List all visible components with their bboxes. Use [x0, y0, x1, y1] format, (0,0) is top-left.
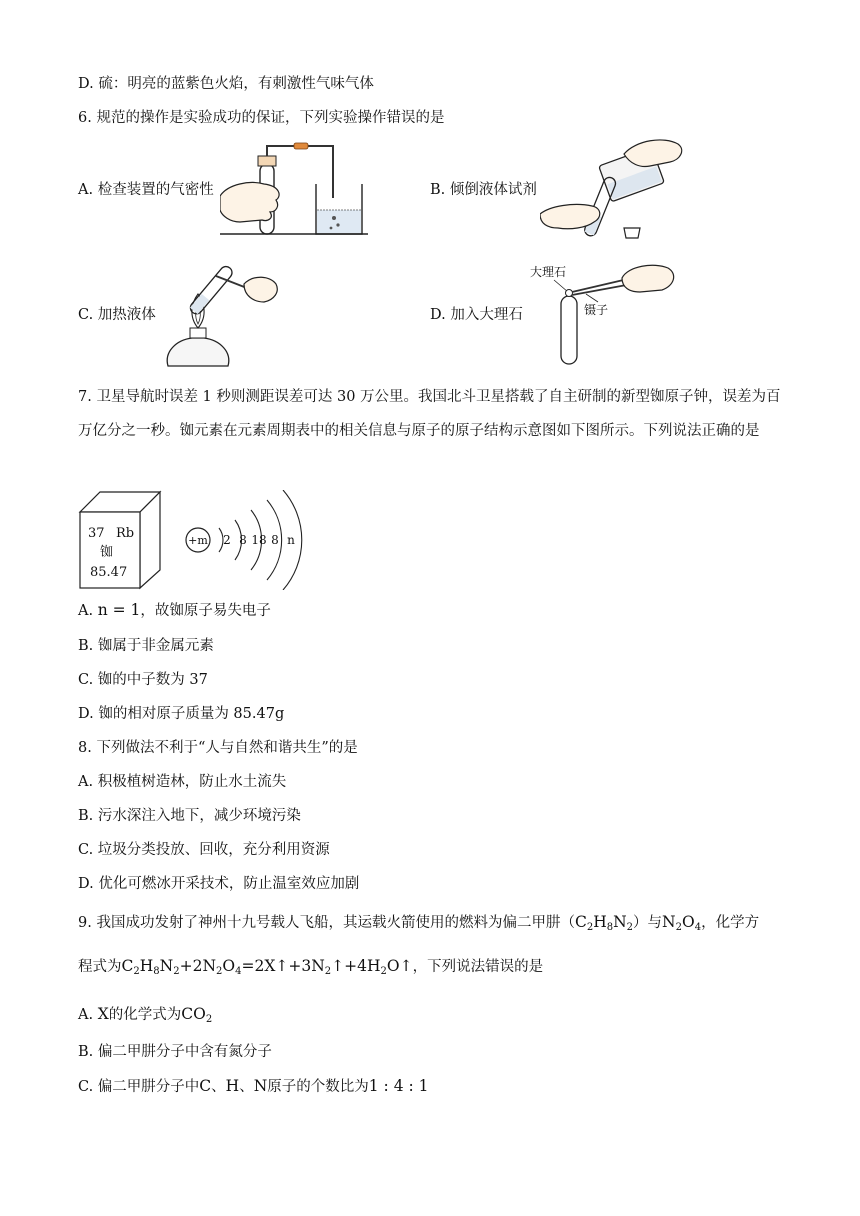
- shell-4: 8: [271, 533, 279, 547]
- airtightness-check-figure: [220, 138, 370, 240]
- q9-option-c: [78, 1076, 429, 1097]
- q7-option-b: B. 铷属于非金属元素: [78, 638, 214, 654]
- nucleus-charge: +m: [188, 534, 208, 547]
- q7-option-a: [78, 600, 271, 621]
- q9-option-a: [78, 1004, 212, 1025]
- shell-5: n: [287, 533, 295, 547]
- q6-option-a: A. 检查装置的气密性: [78, 182, 214, 198]
- q9-option-c-n: N: [253, 1077, 268, 1095]
- udmh-formula: $C_2H_8N_2$: [574, 913, 634, 933]
- tweezers-label: 镊子: [584, 303, 609, 317]
- q8-option-d: D. 优化可燃冰开采技术，防止温室效应加剧: [78, 876, 360, 892]
- q9-option-c-prefix: C. 偏二甲肼分子中: [78, 1079, 200, 1095]
- shell-2: 8: [239, 533, 247, 547]
- q9-option-c-sep2: 、: [239, 1079, 254, 1095]
- atomic-mass: 85.47: [90, 565, 128, 580]
- q9-stem-part4: 程式为: [78, 959, 122, 975]
- q9-stem-part3: ，化学方: [701, 915, 760, 931]
- q8-stem: 8. 下列做法不利于“人与自然和谐共生”的是: [78, 740, 358, 756]
- q8-option-a: A. 积极植树造林，防止水土流失: [78, 774, 287, 790]
- q7-option-a-math: n = 1: [97, 601, 141, 619]
- q7-stem: 7. 卫星导航时误差 1 秒则测距误差可达 30 万公里。我国北斗卫星搭载了自主研制的新型铷原子钟，误差为百万亿分之一秒。铷元素在元素周期表中的相关信息与原子的原子结构示意图如下图所示。下列说法正确的是: [78, 389, 781, 439]
- q7-option-c: C. 铷的中子数为 37: [78, 672, 208, 688]
- reaction-equation: $C_2H_8N_2+2N_2O_4=2X↑+3N_2↑+4H_2O↑$: [121, 957, 413, 977]
- q8-option-b: B. 污水深注入地下，减少环境污染: [78, 808, 301, 824]
- q7-option-a-text: ，故铷原子易失电子: [140, 603, 271, 619]
- q9-option-a-text: 的化学式为: [108, 1007, 182, 1023]
- q9-stem-part1: 9. 我国成功发射了神州十九号载人飞船，其运载火箭使用的燃料为偏二甲肼（: [78, 915, 575, 931]
- q9-option-c-h: H: [225, 1077, 240, 1095]
- q7-option-a-prefix: A.: [78, 603, 98, 619]
- q9-option-a-prefix: A.: [78, 1007, 98, 1023]
- q9-stem-line1: [78, 912, 759, 933]
- rubidium-figure: [78, 490, 308, 590]
- q7-option-d: D. 铷的相对原子质量为 85.47g: [78, 706, 285, 722]
- marble-label: 大理石: [530, 265, 567, 279]
- q8-option-c: C. 垃圾分类投放、回收，充分利用资源: [78, 842, 330, 858]
- q9-option-b: B. 偏二甲肼分子中含有氮分子: [78, 1044, 272, 1060]
- adding-marble-figure: [528, 262, 688, 366]
- shell-3: 18: [251, 533, 267, 547]
- element-symbol: Rb: [116, 526, 135, 541]
- n2o4-formula: $N_2O_4$: [662, 913, 702, 933]
- q9-option-c-c: C: [199, 1077, 212, 1095]
- q5-option-d: D. 硫：明亮的蓝紫色火焰，有刺激性气味气体: [78, 76, 374, 92]
- pouring-liquid-figure: [540, 136, 700, 244]
- q9-stem-part2: ）与: [633, 915, 663, 931]
- q9-option-c-text: 原子的个数比为: [267, 1079, 369, 1095]
- element-name: 铷: [100, 545, 114, 560]
- q6-option-b: B. 倾倒液体试剂: [430, 182, 537, 198]
- co2-formula: $CO_2$: [181, 1005, 213, 1025]
- q9-stem-line2: [78, 956, 543, 977]
- atomic-number: 37: [88, 526, 105, 541]
- q6-option-c: C. 加热液体: [78, 307, 156, 323]
- q6-stem: 6. 规范的操作是实验成功的保证，下列实验操作错误的是: [78, 110, 445, 126]
- q9-stem-part5: ，下列说法错误的是: [412, 959, 544, 975]
- q9-option-c-ratio: 1 : 4 : 1: [368, 1077, 429, 1095]
- q9-option-c-sep1: 、: [211, 1079, 226, 1095]
- q9-option-a-x: X: [97, 1005, 109, 1023]
- shell-1: 2: [223, 533, 231, 547]
- heating-liquid-figure: [158, 254, 278, 370]
- q6-option-d: D. 加入大理石: [430, 307, 523, 323]
